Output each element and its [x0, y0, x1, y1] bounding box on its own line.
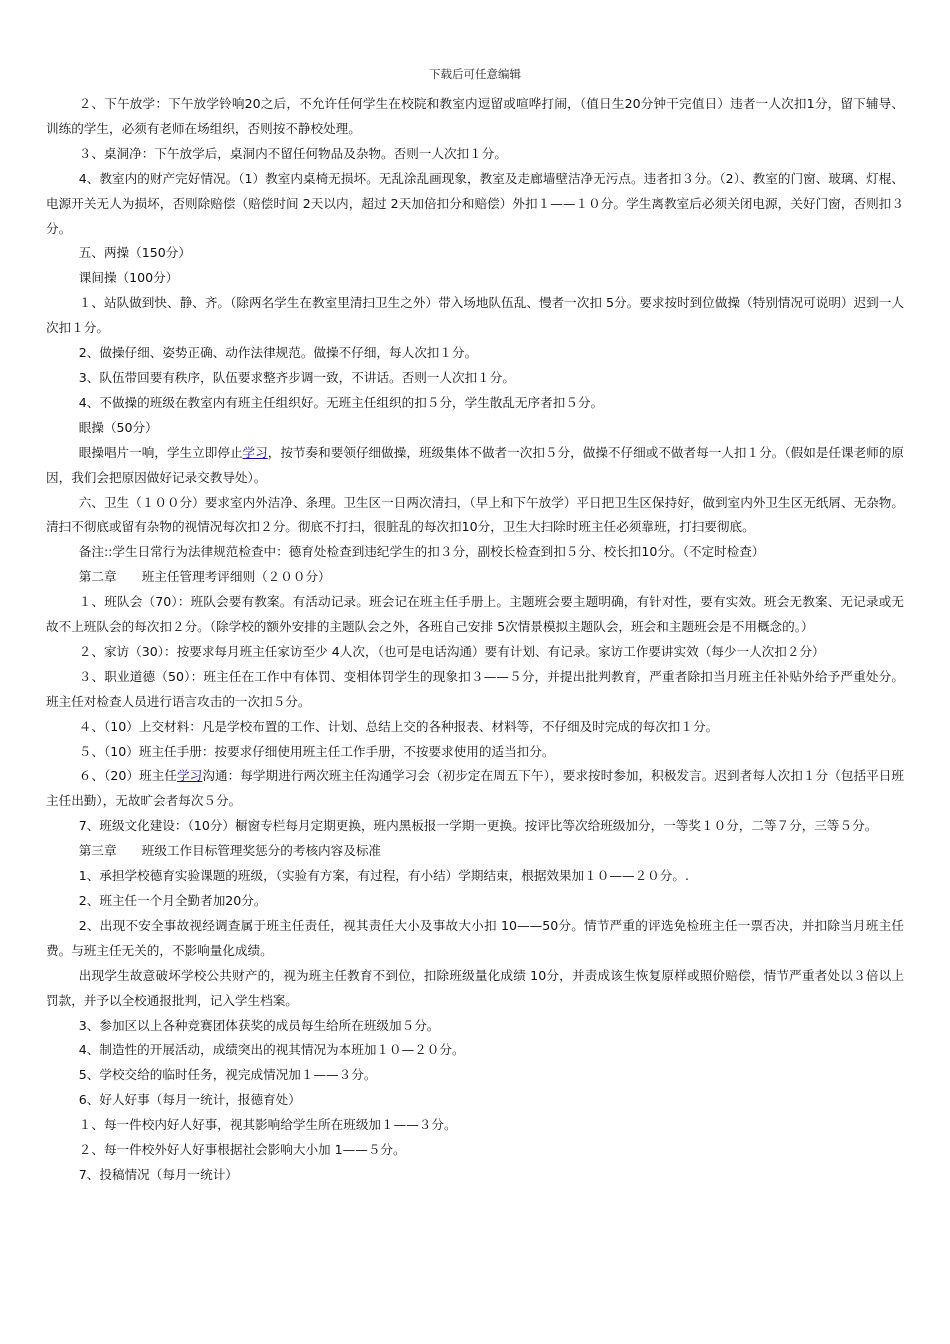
paragraph: １、每一件校内好人好事，视其影响给学生所在班级加１——３分。 — [78, 1117, 457, 1133]
paragraph: 3、参加区以上各种竞赛团体获奖的成员每生给所在班级加５分。 — [78, 1017, 440, 1033]
paragraph — [46, 441, 904, 491]
study-link[interactable]: 学习 — [177, 768, 203, 784]
paragraph: １、班队会（70）：班队会要有教案。有活动记录。班会记在班主任手册上。主题班会要主题明确，有针对性，要有实效。班会无教案、无记录或无故不上班队会的每次扣２分。（除学校的额外安排的主题队会之外，各班自己安排 5次情景模拟主题队会，班会和主题班会是不用概念的。） — [46, 594, 904, 635]
paragraph: ３、职业道德（50）：班主任在工作中有体罚、变相体罚学生的现象扣３——５分，并提出批判教育，严重者除扣当月班主任补贴外给予严重处分。班主任对检查人员进行语言攻击的一次扣５分。 — [46, 668, 904, 709]
paragraph: 第二章 班主任管理考评细则（２００分） — [78, 569, 331, 585]
paragraph: 5、学校交给的临时任务，视完成情况加１——３分。 — [78, 1067, 377, 1083]
paragraph: 五、两操（150分） — [78, 245, 191, 261]
paragraph: ２、家访（30）：按要求每月班主任家访至少 4人次，（也可是电话沟通）要有计划、有记录。家访工作要讲实效（每少一人次扣２分） — [78, 643, 825, 659]
paragraph: 6、好人好事（每月一统计，报德育处） — [78, 1092, 301, 1108]
paragraph: ４、（10）上交材料：凡是学校布置的工作、计划、总结上交的各种报表、材料等，不仔细及时完成的每次扣１分。 — [78, 718, 719, 734]
document-body — [46, 92, 904, 1188]
paragraph: 4、教室内的财产完好情况。（1）教室内桌椅无损坏。无乱涂乱画现象，教室及走廊墙壁洁净无污点。违者扣３分。（2）、教室的门窗、玻璃、灯棍、电源开关无人为损坏，否则除赔偿（赔偿时间 2天以内，超过 2天加倍扣分和赔偿）外扣１——１０分。学生离教室后必须关闭电源，关好门窗，否则扣３分。 — [46, 170, 904, 236]
paragraph: 4、制造性的开展活动，成绩突出的视其情况为本班加１０—２０分。 — [78, 1042, 465, 1058]
paragraph: １、站队做到快、静、齐。（除两名学生在教室里清扫卫生之外）带入场地队伍乱、慢者一次扣 5分。要求按时到位做操（特别情况可说明）迟到一人次扣１分。 — [46, 295, 904, 336]
paragraph-text-pre: 眼操唱片一响，学生立即停止 — [78, 444, 243, 460]
paragraph: ３、桌洞净：下午放学后，桌洞内不留任何物品及杂物。否则一人次扣１分。 — [78, 145, 507, 161]
paragraph — [46, 764, 904, 814]
paragraph: ２、每一件校外好人好事根据社会影响大小加 1——５分。 — [78, 1142, 406, 1158]
paragraph: 课间操（100分） — [78, 270, 179, 286]
paragraph: 出现学生故意破坏学校公共财产的，视为班主任教育不到位，扣除班级量化成绩 10分，并责成该生恢复原样或照价赔偿，情节严重者处以３倍以上罚款，并予以全校通报批判，记入学生档案。 — [46, 967, 904, 1008]
paragraph-text-post: ，按节奏和要领仔细做操，班级集体不做者一次扣５分，做操不仔细或不做者每一人扣１分。（假如是任课老师的原因，我们会把原因做好记录交教导处）。 — [46, 444, 905, 485]
paragraph-text-post: 沟通：每学期进行两次班主任沟通学习会（初步定在周五下午），要求按时参加，积极发言。迟到者每人次扣１分（包括平日班主任出勤），无故旷会者每次５分。 — [46, 768, 905, 809]
paragraph: 4、不做操的班级在教室内有班主任组织好。无班主任组织的扣５分，学生散乱无序者扣５分。 — [78, 394, 604, 410]
paragraph: ２、下午放学：下午放学铃响20之后，不允许任何学生在校院和教室内逗留或喧哗打闹，（值日生20分钟干完值日）违者一人次扣1分，留下辅导、训练的学生，必须有老师在场组织，否则按不静校处理。 — [46, 96, 904, 136]
paragraph: 第三章 班级工作目标管理奖惩分的考核内容及标准 — [78, 843, 381, 859]
paragraph: 3、队伍带回要有秩序，队伍要求整齐步调一致，不讲话。否则一人次扣１分。 — [78, 369, 515, 385]
paragraph: 六、卫生（１００分）要求室内外洁净、条理。卫生区一日两次清扫，（早上和下午放学）平日把卫生区保持好，做到室内外卫生区无纸屑、无杂物。清扫不彻底或留有杂物的视情况每次扣２分。彻底不打扫，很脏乱的每次扣10分，卫生大扫除时班主任必须靠班，打扫要彻底。 — [46, 494, 904, 535]
paragraph: 2、班主任一个月全勤者加20分。 — [78, 893, 267, 908]
page-header: 下载后可任意编辑 — [429, 67, 521, 81]
study-link[interactable]: 学习 — [242, 444, 268, 460]
paragraph: 7、班级文化建设：（10分）橱窗专栏每月定期更换，班内黑板报一学期一更换。按评比等次给班级加分，一等奖１０分，二等７分，三等５分。 — [78, 818, 878, 834]
paragraph: ５、（10）班主任手册：按要求仔细使用班主任工作手册，不按要求使用的适当扣分。 — [78, 743, 555, 759]
paragraph: 眼操（50分） — [78, 419, 158, 435]
paragraph: 备注::学生日常行为法律规范检查中：德育处检查到违纪学生的扣３分，副校长检查到扣５分、校长扣10分。（不定时检查） — [78, 544, 765, 560]
paragraph: 7、投稿情况（每月一统计） — [78, 1166, 238, 1182]
paragraph-text-pre: ６、（20）班主任 — [78, 768, 178, 784]
paragraph: 1、承担学校德育实验课题的班级，（实验有方案，有过程，有小结）学期结束，根据效果加１０——２０分。. — [78, 868, 689, 884]
paragraph: 2、出现不安全事故视经调查属于班主任责任，视其责任大小及事故大小扣 10——50分。情节严重的评选免检班主任一票否决，并扣除当月班主任费。与班主任无关的，不影响量化成绩。 — [46, 917, 904, 958]
paragraph: 2、做操仔细、姿势正确、动作法律规范。做操不仔细，每人次扣１分。 — [78, 345, 478, 361]
